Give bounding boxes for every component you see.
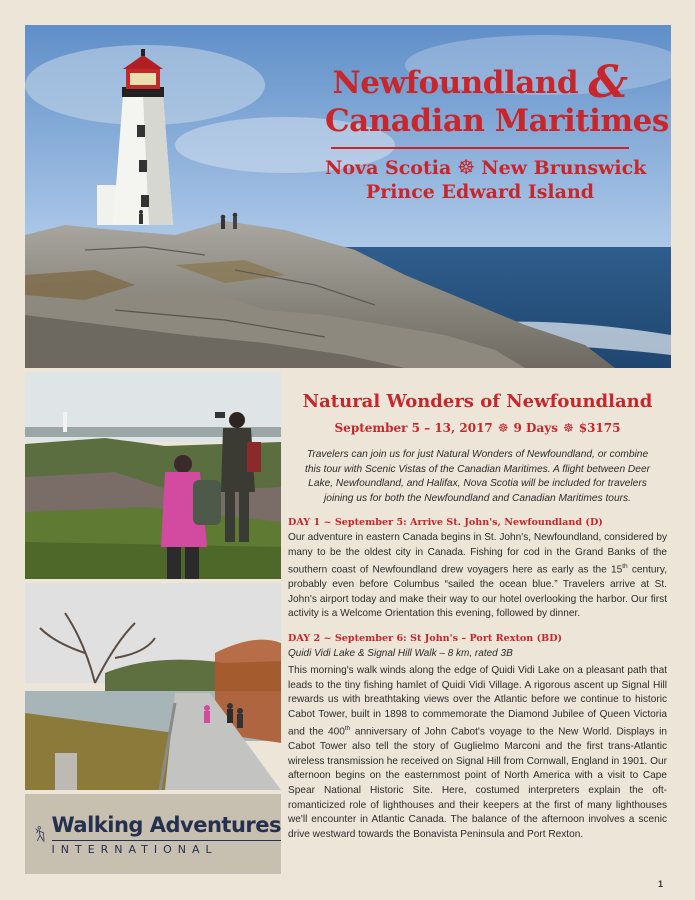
boardwalk-photo: [25, 583, 281, 790]
region-new-brunswick: New Brunswick: [481, 157, 647, 179]
hero-title: [325, 57, 669, 204]
itinerary-column: [288, 390, 667, 852]
day2-body-part1: This morning's walk winds along the edge of Quidi Vidi Lake on a pleasant path that leads to the tiny fishing hamlet of Quidi Vidi Village. A rigorous ascent up Signal Hill rewards us with breathtaking views over the Atlantic before we continue to historic Cabot Tower, built in 1898 to commemorate the Diamond Jubilee of Queen Victoria and the 400: [288, 664, 667, 738]
day1-body: [288, 531, 667, 622]
hero-title-ampersand: &: [588, 57, 628, 108]
day1-body-part2: century, probably even before Columbus “sailed the ocean blue.” Travelers arrive at St. John's airport today and make their way to our hotel overlooking the harbor. Our first activity is a Welcome Orientation this evening, followed by dinner.: [288, 564, 667, 620]
tour-title: Natural Wonders of Newfoundland: [302, 391, 653, 412]
day2-walk-info: Quidi Vidi Lake & Signal Hill Walk – 8 km, rated 3B: [288, 647, 513, 659]
hero-title-newfoundland: Newfoundland: [332, 65, 579, 101]
ship-wheel-icon: ☸: [497, 421, 509, 435]
company-logo[interactable]: [25, 794, 281, 874]
hero-title-line1: [325, 57, 635, 108]
tour-summary: [288, 421, 667, 436]
tour-dates: September 5 – 13, 2017: [334, 421, 493, 435]
page-number: 1: [658, 879, 664, 889]
region-prince-edward-island: Prince Edward Island: [365, 181, 595, 203]
hero-banner: [25, 25, 671, 368]
logo-wordmark: [52, 813, 282, 856]
tour-duration: 9 Days: [513, 421, 558, 435]
day2-heading: DAY 2 ~ September 6: St John's – Port Rexton (BD): [288, 632, 563, 644]
hero-subtitle-line1: [325, 155, 647, 180]
hiker-figure-icon: [33, 799, 48, 869]
day2-ordinal: th: [344, 725, 351, 733]
day1-heading: DAY 1 ~ September 5: Arrive St. John's, Newfoundland (D): [288, 517, 603, 528]
day2-body-part2: anniversary of John Cabot's voyage to the New World. Displays in Cabot Tower also tell the story of Guglielmo Marconi and the first trans-Atlantic wireless transmission he received on Signal Hill from Cornwall, England in 1901. Our afternoon begins on the easternmost point of North America with a visit to Cape Spear National Historic Site. Here, costumed interpreters explain the oft-romanticized role of lighthouses and their keepers at the first of many lighthouses we'll encounter in Atlantic Canada. The balance of the afternoon involves a scenic drive westward towards the Bonavista Peninsula and Port Rexton.: [288, 726, 668, 840]
tour-intro: Travelers can join us for just Natural Wonders of Newfoundland, or combine this tour with Scenic Vistas of the Canadian Maritimes. A flight between Deer Lake, Newfoundland, and Halifax, Nova Scotia will be included for travelers joining us for both the Newfoundland and Canadian Maritimes tours.: [304, 449, 651, 504]
logo-line2: INTERNATIONAL: [52, 840, 282, 856]
region-nova-scotia: Nova Scotia: [325, 157, 452, 179]
hero-divider: [331, 147, 629, 149]
tour-price: $3175: [578, 421, 621, 435]
logo-line1: Walking Adventures: [51, 812, 281, 837]
day1-body-part1: Our adventure in eastern Canada begins in St. John's, Newfoundland, considered by many to be the oldest city in Canada. Fishing for cod in the Grand Banks of the southern coast of Newfoundland drew voyagers here as early as the 15: [288, 532, 667, 576]
ship-wheel-icon: ☸: [457, 155, 476, 179]
hikers-photo: [25, 372, 281, 579]
day1-ordinal: th: [622, 563, 628, 571]
hero-title-line2: Canadian Maritimes: [325, 103, 669, 139]
ship-wheel-icon: ☸: [562, 421, 574, 435]
day2-body: [288, 664, 667, 842]
